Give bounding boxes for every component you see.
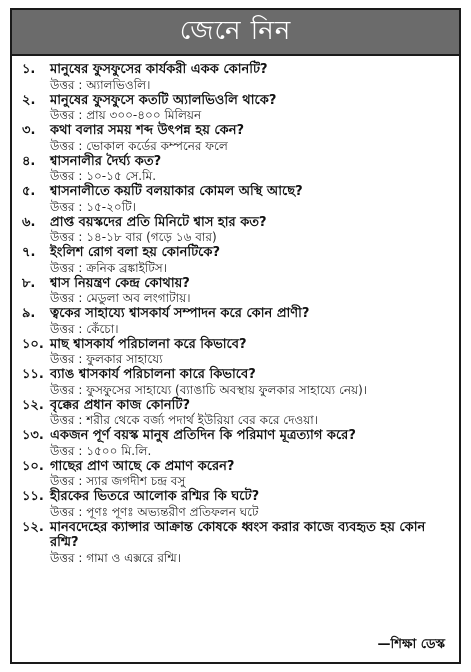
header-banner bbox=[12, 10, 459, 56]
question-number: ৫. bbox=[22, 184, 36, 199]
qa-item bbox=[22, 398, 449, 429]
answer-text: উত্তর : প্রায় ৩০০-৪০০ মিলিয়ন bbox=[50, 108, 202, 122]
qa-body bbox=[50, 489, 449, 520]
qa-item bbox=[22, 245, 449, 276]
qa-item bbox=[22, 215, 449, 246]
question-number: ৪. bbox=[22, 153, 36, 169]
question-text: মানুষের ফুসফুসে কতটি অ্যালভিওলি থাকে? bbox=[50, 92, 277, 108]
question-text: হীরকের ভিতরে আলোক রশ্মির কি ঘটে? bbox=[50, 489, 260, 504]
answer-text: উত্তর : ১৫০০ মি.লি. bbox=[50, 443, 152, 458]
qa-item bbox=[22, 62, 449, 93]
question-text: শ্বাস নিয়ন্ত্রণ কেন্দ্র কোথায়? bbox=[50, 275, 190, 291]
question-text: ইংলিশ রোগ বলা হয় কোনটিকে? bbox=[50, 245, 221, 260]
question-number: ১৩. bbox=[22, 428, 44, 443]
question-number: ১১. bbox=[22, 367, 44, 382]
answer-text: উত্তর : কেঁচো। bbox=[50, 321, 119, 336]
qa-box bbox=[10, 8, 461, 664]
answer-text: উত্তর : মেডুলা অব লংগাটায়। bbox=[50, 291, 191, 305]
qa-body bbox=[50, 184, 449, 215]
question-text: ত্বকের সাহায্যে শ্বাসকার্য সম্পাদন করে কোন প্রাণী? bbox=[50, 306, 310, 321]
question-text: বৃক্কের প্রধান কাজ কোনটি? bbox=[50, 397, 191, 413]
answer-text: উত্তর : ফুলকার সাহায্যে bbox=[50, 352, 163, 366]
answer-text: উত্তর : অ্যালভিওলি। bbox=[50, 77, 151, 92]
qa-item bbox=[22, 367, 449, 398]
qa-body bbox=[50, 123, 449, 154]
answer-text: উত্তর : ১৪-১৮ বার (গড়ে ১৬ বার) bbox=[50, 230, 217, 244]
qa-body bbox=[50, 245, 449, 276]
qa-body bbox=[50, 337, 449, 368]
question-text: কথা বলার সময় শব্দ উৎপন্ন হয় কেন? bbox=[50, 123, 245, 138]
qa-body bbox=[50, 306, 449, 337]
question-number: ১০. bbox=[22, 336, 44, 352]
qa-item bbox=[22, 489, 449, 520]
qa-body bbox=[50, 276, 449, 307]
question-number: ১. bbox=[22, 62, 36, 77]
qa-body bbox=[50, 428, 449, 459]
qa-item bbox=[22, 123, 449, 154]
answer-text: উত্তর : ১৫-২০টি। bbox=[50, 199, 136, 214]
qa-item bbox=[22, 154, 449, 185]
qa-item bbox=[22, 428, 449, 459]
question-text: গাছের প্রাণ আছে কে প্রমাণ করেন? bbox=[50, 458, 235, 474]
question-number: ৩. bbox=[22, 123, 36, 138]
answer-text: উত্তর : গামা ও এক্সরে রশ্মি। bbox=[50, 550, 182, 565]
qa-body bbox=[50, 398, 449, 429]
author-signature: —শিক্ষা ডেস্ক bbox=[377, 637, 445, 652]
question-number: ৭. bbox=[22, 245, 36, 260]
question-number: ১০. bbox=[22, 458, 44, 474]
question-number: ১১. bbox=[22, 489, 44, 504]
qa-item bbox=[22, 459, 449, 490]
qa-body bbox=[50, 154, 449, 185]
question-number: ২. bbox=[22, 92, 36, 108]
qa-item bbox=[22, 337, 449, 368]
question-text: মানুষের ফুসফুসের কার্যকরী একক কোনটি? bbox=[50, 62, 268, 77]
qa-list bbox=[12, 56, 459, 566]
answer-text: উত্তর : স্যার জগদীশ চন্দ্র বসু bbox=[50, 474, 186, 488]
answer-text: উত্তর : শরীর থেকে বর্জ্য পদার্থ ইউরিয়া বের করে দেওয়া। bbox=[50, 413, 319, 427]
question-text: ব্যাঙ শ্বাসকার্য পরিচালনা কারে কিভাবে? bbox=[50, 367, 256, 382]
question-text: শ্বাসনালীতে কয়টি বলয়াকার কোমল অস্থি আছে? bbox=[50, 184, 303, 199]
answer-text: উত্তর : ফুসফুসের সাহায্যে (ব্যাঙাচি অবস্থায় ফুলকার সাহায্যে নেয়)। bbox=[50, 382, 368, 397]
question-text: মানবদেহের ক্যান্সার আক্রান্ত কোষকে ধ্বংস করার কাজে ব্যবহৃত হয় কোন রশ্মি? bbox=[50, 519, 426, 550]
answer-text: উত্তর : পূণঃ পূণঃ অভ্যন্তরীণ প্রতিফলন ঘটে bbox=[50, 504, 259, 519]
qa-body bbox=[50, 520, 449, 566]
answer-text: উত্তর : ক্রনিক ব্রঙ্কাইটিস। bbox=[50, 260, 167, 275]
qa-item bbox=[22, 520, 449, 566]
question-number: ৯. bbox=[22, 306, 36, 321]
question-number: ১২. bbox=[22, 397, 44, 413]
qa-body bbox=[50, 62, 449, 93]
page-title: জেনে নিন bbox=[179, 16, 292, 46]
question-number: ১২. bbox=[22, 519, 44, 535]
qa-item bbox=[22, 306, 449, 337]
qa-item bbox=[22, 276, 449, 307]
qa-body bbox=[50, 215, 449, 246]
question-text: একজন পূর্ণ বয়স্ক মানুষ প্রতিদিন কি পরিমাণ মূত্রত্যাগ করে? bbox=[50, 428, 356, 443]
answer-text: উত্তর : ভোকাল কর্ডের কম্পনের ফলে bbox=[50, 138, 228, 153]
qa-item bbox=[22, 184, 449, 215]
qa-body bbox=[50, 93, 449, 124]
answer-text: উত্তর : ১০-১৫ সে.মি. bbox=[50, 169, 157, 183]
qa-item bbox=[22, 93, 449, 124]
question-number: ৬. bbox=[22, 214, 36, 230]
question-text: প্রাপ্ত বয়স্কদের প্রতি মিনিটে শ্বাস হার কত? bbox=[50, 214, 267, 230]
question-text: মাছ শ্বাসকার্য পরিচালনা করে কিভাবে? bbox=[50, 336, 247, 352]
question-text: শ্বাসনালীর দৈর্ঘ্য কত? bbox=[50, 153, 162, 169]
question-number: ৮. bbox=[22, 275, 36, 291]
qa-body bbox=[50, 459, 449, 490]
qa-body bbox=[50, 367, 449, 398]
